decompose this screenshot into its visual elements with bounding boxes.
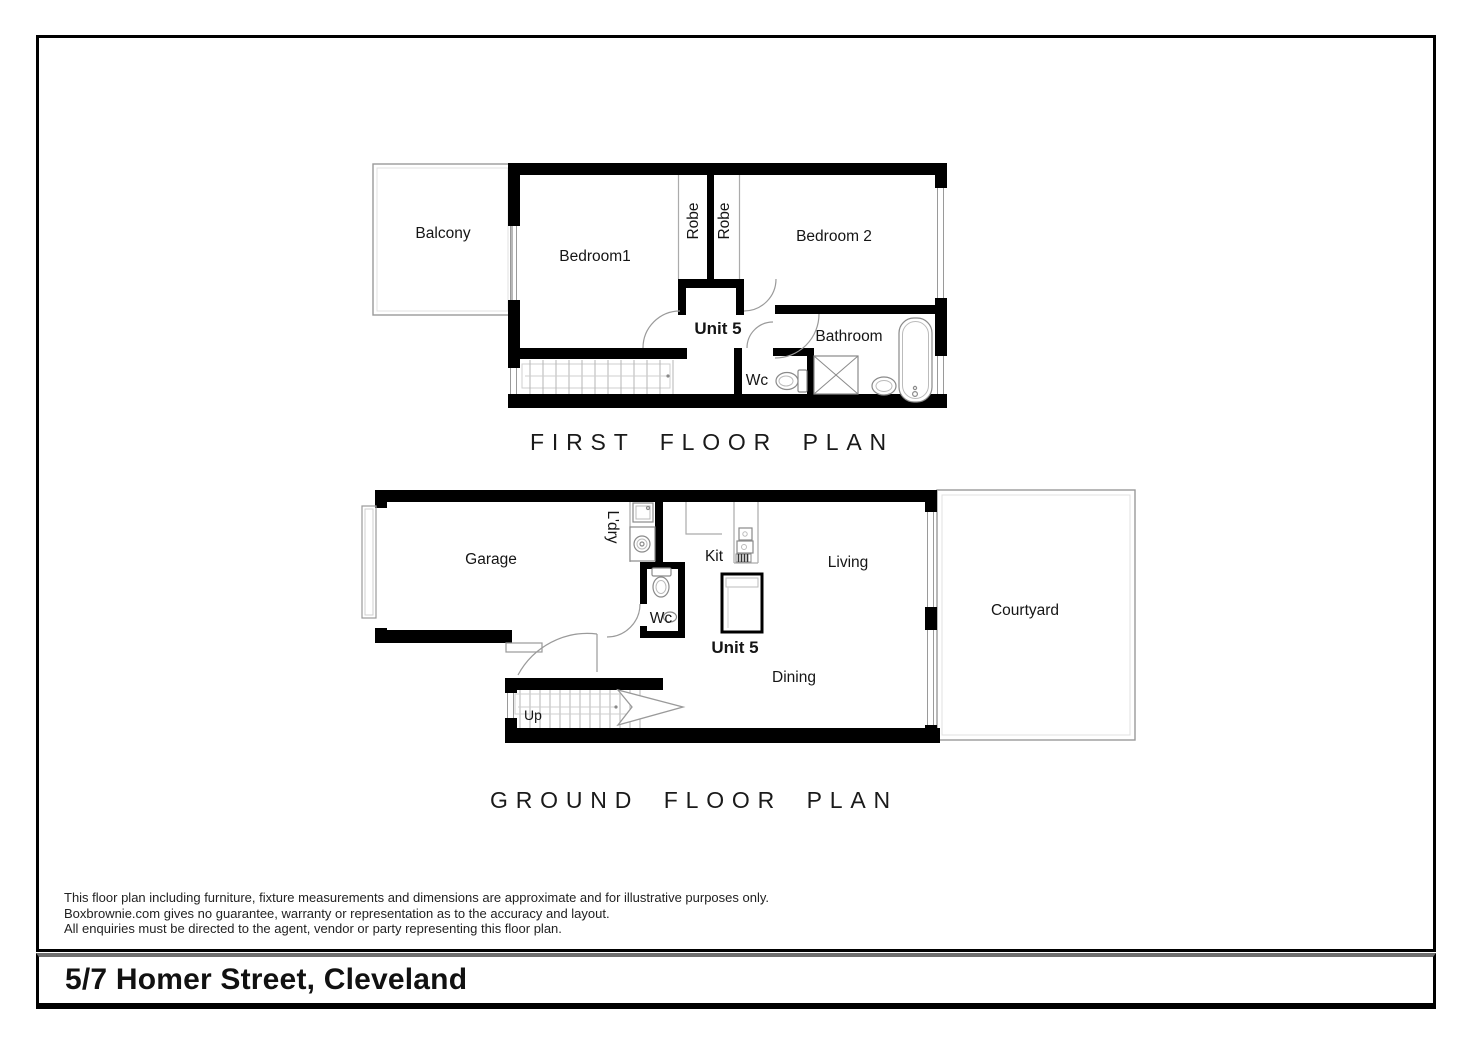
label-bedroom1: Bedroom1 bbox=[559, 248, 631, 265]
garage-door-icon bbox=[362, 506, 376, 618]
label-stairs-up: Up bbox=[524, 707, 542, 723]
stairs-icon bbox=[522, 360, 673, 394]
washing-machine-icon bbox=[633, 503, 653, 522]
disclaimer-text bbox=[64, 890, 769, 937]
label-unit5-ground: Unit 5 bbox=[711, 638, 759, 657]
first-floor-plan-title: FIRST FLOOR PLAN bbox=[530, 429, 894, 455]
ground-floor-plan-title: GROUND FLOOR PLAN bbox=[490, 787, 898, 813]
bathtub-icon bbox=[899, 318, 932, 402]
label-robe-2: Robe bbox=[716, 202, 733, 240]
address-bar bbox=[36, 953, 1436, 1009]
toilet-icon bbox=[776, 370, 807, 392]
label-laundry: L'dry bbox=[604, 510, 621, 544]
label-garage: Garage bbox=[465, 551, 517, 568]
label-living: Living bbox=[827, 554, 869, 571]
label-robe-1: Robe bbox=[685, 202, 702, 240]
label-unit5-first-floor: Unit 5 bbox=[694, 319, 742, 338]
shower-icon bbox=[814, 356, 858, 394]
label-dining: Dining bbox=[772, 669, 816, 686]
kitchen-island-icon bbox=[722, 574, 762, 632]
door-arcs-ground bbox=[506, 604, 640, 675]
basin-icon bbox=[872, 377, 896, 395]
first-floor-plan-drawing bbox=[370, 160, 950, 412]
sink-icon bbox=[739, 528, 752, 540]
label-wc-first-floor: Wc bbox=[745, 372, 769, 389]
disclaimer-line-1: This floor plan including furniture, fixture measurements and dimensions are approximate and for illustrative purposes only. bbox=[64, 890, 770, 905]
label-kitchen: Kit bbox=[704, 548, 724, 565]
disclaimer-line-2: Boxbrownie.com gives no guarantee, warranty or representation as to the accuracy and layout. bbox=[64, 905, 610, 921]
laundry-tub-icon bbox=[630, 527, 655, 561]
label-wc-ground: Wc bbox=[649, 610, 673, 627]
label-balcony: Balcony bbox=[415, 225, 471, 242]
disclaimer-line-3: All enquiries must be directed to the agent, vendor or party representing this floor plan. bbox=[64, 921, 562, 936]
label-bathroom: Bathroom bbox=[815, 328, 883, 345]
label-bedroom2: Bedroom 2 bbox=[796, 228, 872, 245]
cooktop-icon bbox=[736, 541, 753, 562]
label-courtyard: Courtyard bbox=[990, 602, 1060, 619]
toilet-icon-ground bbox=[652, 568, 671, 597]
first-floor-walls bbox=[508, 163, 947, 408]
property-address: 5/7 Homer Street, Cleveland bbox=[65, 963, 468, 996]
